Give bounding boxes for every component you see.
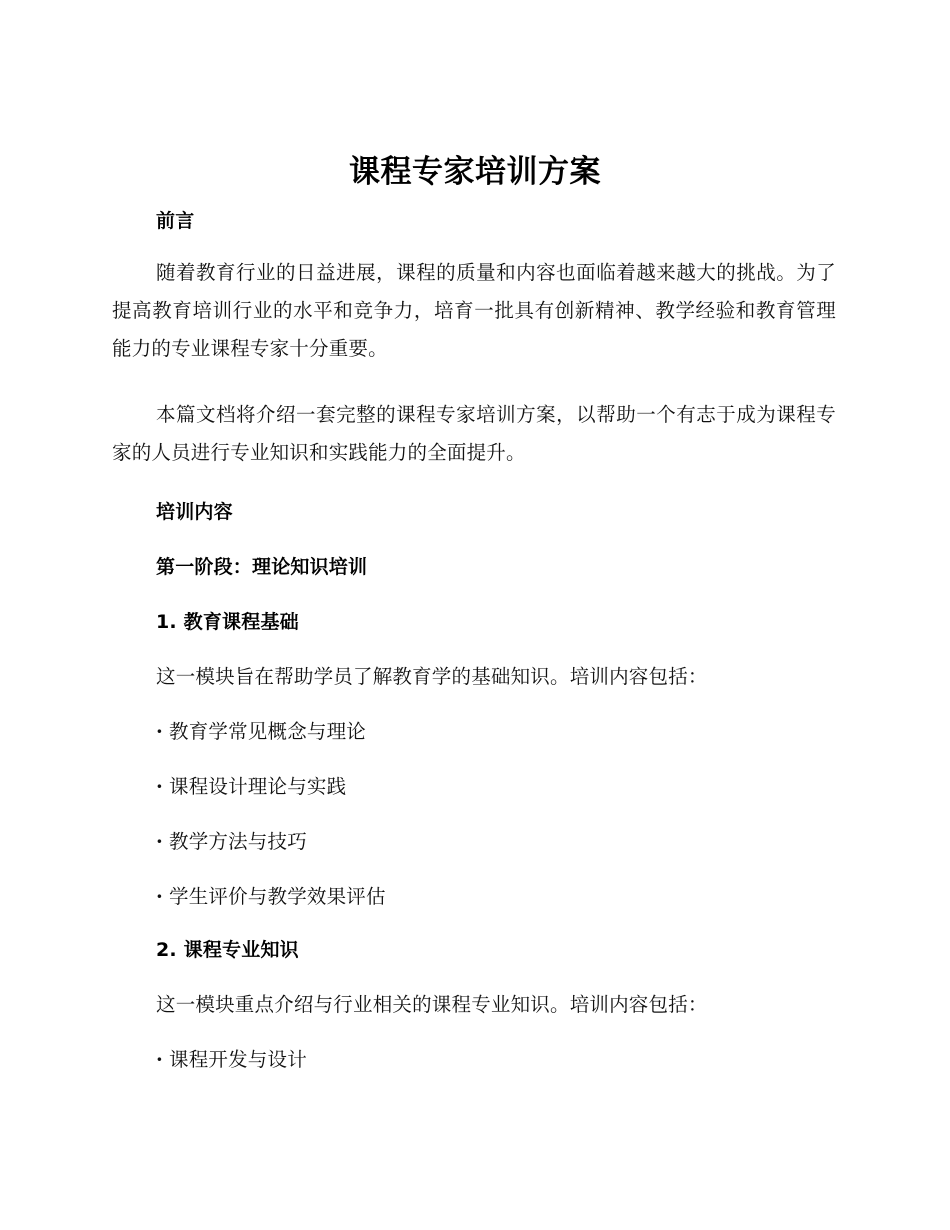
module-1-item-3-block <box>112 823 836 861</box>
list-item <box>112 713 836 751</box>
preface-paragraph-2-block <box>112 396 836 472</box>
list-item <box>112 768 836 806</box>
list-item-text: 学生评价与教学效果评估 <box>169 885 386 908</box>
preface-paragraph-1-block <box>112 254 836 368</box>
stage-1-heading-block <box>112 548 836 586</box>
bullet-dot-icon: · <box>156 775 163 798</box>
list-item-text: 教学方法与技巧 <box>169 830 307 853</box>
module-1-item-4-block <box>112 878 836 916</box>
list-item <box>112 823 836 861</box>
module-2-heading: 2. 课程专业知识 <box>156 939 299 961</box>
module-1-heading-block <box>112 603 836 641</box>
preface-paragraph-1: 随着教育行业的日益进展，课程的质量和内容也面临着越来越大的挑战。为了提高教育培训行业的水平和竞争力，培育一批具有创新精神、教学经验和教育管理能力的专业课程专家十分重要。 <box>112 261 836 360</box>
preface-heading-block <box>112 202 836 240</box>
module-2-intro-block <box>112 986 836 1024</box>
bullet-dot-icon: · <box>156 885 163 908</box>
bullet-dot-icon: · <box>156 720 163 743</box>
document-title: 课程专家培训方案 <box>349 154 601 190</box>
bullet-dot-icon: · <box>156 830 163 853</box>
list-item <box>112 1041 836 1079</box>
preface-paragraph-2: 本篇文档将介绍一套完整的课程专家培训方案，以帮助一个有志于成为课程专家的人员进行专业知识和实践能力的全面提升。 <box>112 403 836 464</box>
list-item <box>112 878 836 916</box>
module-1-intro-block <box>112 658 836 696</box>
bullet-dot-icon: · <box>156 1048 163 1071</box>
preface-heading: 前言 <box>156 210 195 232</box>
module-1-heading: 1. 教育课程基础 <box>156 611 299 633</box>
stage-1-heading: 第一阶段：理论知识培训 <box>156 556 368 578</box>
content-heading-block <box>112 493 836 531</box>
module-1-item-2-block <box>112 768 836 806</box>
module-1-item-1-block <box>112 713 836 751</box>
module-2-intro: 这一模块重点介绍与行业相关的课程专业知识。培训内容包括： <box>156 993 708 1016</box>
module-1-intro: 这一模块旨在帮助学员了解教育学的基础知识。培训内容包括： <box>156 665 708 688</box>
module-2-heading-block <box>112 931 836 969</box>
list-item-text: 教育学常见概念与理论 <box>169 720 367 743</box>
list-item-text: 课程开发与设计 <box>169 1048 307 1071</box>
list-item-text: 课程设计理论与实践 <box>169 775 347 798</box>
module-2-item-1-block <box>112 1041 836 1079</box>
content-heading: 培训内容 <box>156 501 233 523</box>
